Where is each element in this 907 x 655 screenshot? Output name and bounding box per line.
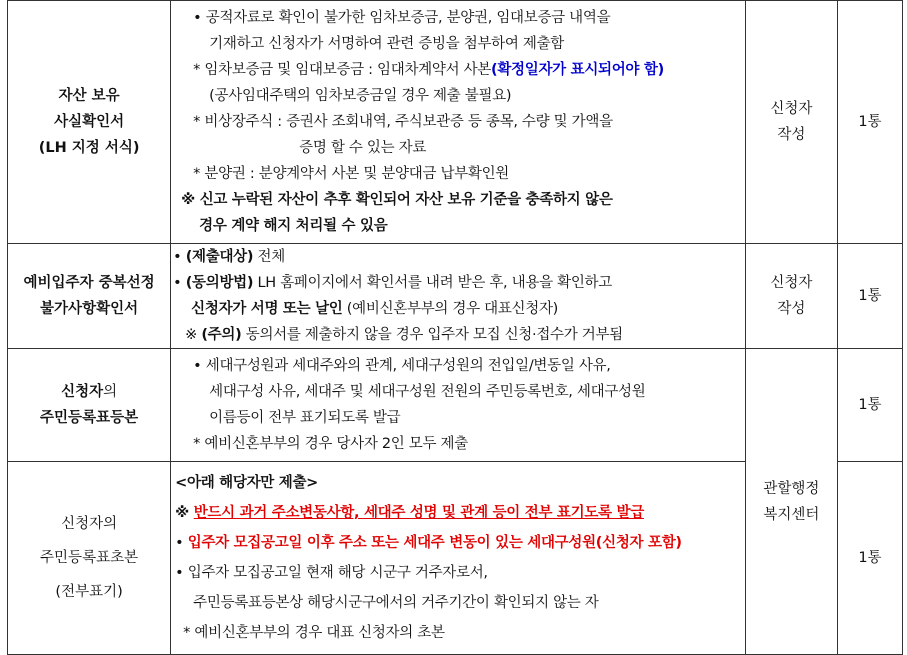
doc-name-cell (8, 349, 171, 462)
description-line: * 예비신혼부부의 경우 당사자 2인 모두 제출 (193, 436, 468, 452)
count-cell: 1통 (837, 462, 902, 655)
description-line: 신청자가 서명 또는 날인 (예비신혼부부의 경우 대표신청자) (191, 301, 559, 317)
description-line: • 입주자 모집공고일 이후 주소 또는 세대주 변동이 있는 세대구성원(신청자 포함) (175, 535, 682, 551)
doc-name-line: 자산 보유 (58, 88, 120, 104)
description-cell (171, 349, 746, 462)
doc-name-line: 주민등록표초본 (40, 550, 139, 566)
description-line: <아래 해당자만 제출> (175, 475, 319, 491)
description-line: 주민등록표등본상 해당시군구에서의 거주기간이 확인되지 않는 자 (193, 595, 599, 611)
description-line: 증명 할 수 있는 자료 (299, 140, 427, 156)
description-line: * 임차보증금 및 임대보증금 : 임대차계약서 사본(확정일자가 표시되어야 함) (193, 62, 664, 78)
description-line: ※ 반드시 과거 주소변동사항, 세대주 성명 및 관계 등이 전부 표기도록 발급 (175, 505, 644, 521)
doc-name-line: 주민등록표등본 (40, 410, 139, 426)
submitter-line: 신청자 (770, 275, 813, 291)
description-line: • 세대구성원과 세대주와의 관계, 세대구성원의 전입일/변동일 사유, (193, 358, 611, 374)
doc-name-line: 신청자의 (61, 384, 118, 400)
document-requirements-table (7, 0, 903, 655)
warning-line: 경우 계약 해지 처리될 수 있음 (199, 218, 388, 234)
description-cell (171, 1, 746, 244)
description-line: • 공적자료로 확인이 불가한 임차보증금, 분양권, 임대보증금 내역을 (193, 10, 611, 26)
description-line: * 비상장주식 : 증권사 조회내역, 주식보관증 등 종목, 수량 및 가액을 (193, 114, 613, 130)
description-line: * 분양권 : 분양계약서 사본 및 분양대금 납부확인원 (193, 166, 510, 182)
submitter-line: 복지센터 (763, 506, 820, 523)
table-row (8, 349, 903, 462)
description-cell (171, 244, 746, 349)
description-cell (171, 462, 746, 655)
highlight-text: 반드시 과거 주소변동사항, 세대주 성명 및 관계 등이 전부 표기도록 발급 (193, 505, 644, 521)
submitter-cell (745, 1, 837, 244)
description-line: 이름등이 전부 표기되도록 발급 (209, 410, 401, 426)
count-cell: 1통 (837, 349, 902, 462)
description-line: • (제출대상) 전체 (173, 249, 285, 265)
doc-name-cell (8, 462, 171, 655)
description-line: • (동의방법) LH 홈페이지에서 확인서를 내려 받은 후, 내용을 확인하고 (173, 275, 612, 291)
table-row (8, 244, 903, 349)
doc-name-cell (8, 244, 171, 349)
doc-name-line: 불가사항확인서 (40, 301, 139, 317)
doc-name-line: 신청자의 (61, 516, 118, 532)
doc-name-line: (전부표기) (55, 584, 123, 600)
submitter-line: 신청자 (770, 101, 813, 117)
doc-name-line: (LH 지정 서식) (38, 140, 140, 156)
description-line: * 예비신혼부부의 경우 대표 신청자의 초본 (183, 625, 445, 641)
submitter-line: 관할행정 (763, 480, 820, 497)
table-row (8, 1, 903, 244)
count-cell: 1통 (837, 244, 902, 349)
highlight-text: (확정일자가 표시되어야 함) (491, 62, 664, 78)
doc-name-line: 사실확인서 (54, 114, 125, 130)
submitter-line: 작성 (777, 127, 806, 143)
doc-name-cell (8, 1, 171, 244)
count-cell: 1통 (837, 1, 902, 244)
submitter-line: 작성 (777, 301, 806, 317)
description-line: 세대구성 사유, 세대주 및 세대구성원 전원의 주민등록번호, 세대구성원 (209, 384, 646, 400)
description-line: (공사임대주택의 임차보증금일 경우 제출 불필요) (209, 88, 512, 104)
highlight-text: 입주자 모집공고일 이후 주소 또는 세대주 변동이 있는 세대구성원(신청자 포함) (187, 535, 682, 551)
submitter-cell (745, 244, 837, 349)
warning-line: ※ 신고 누락된 자산이 추후 확인되어 자산 보유 기준을 충족하지 않은 (181, 192, 613, 208)
doc-name-line: 예비입주자 중복선정 (23, 275, 155, 291)
description-line: 기재하고 신청자가 서명하여 관련 증빙을 첨부하여 제출함 (209, 36, 564, 52)
description-line: ※ (주의) 동의서를 제출하지 않을 경우 입주자 모집 신청·접수가 거부됨 (185, 327, 623, 343)
description-line: • 입주자 모집공고일 현재 해당 시군구 거주자로서, (175, 565, 488, 581)
